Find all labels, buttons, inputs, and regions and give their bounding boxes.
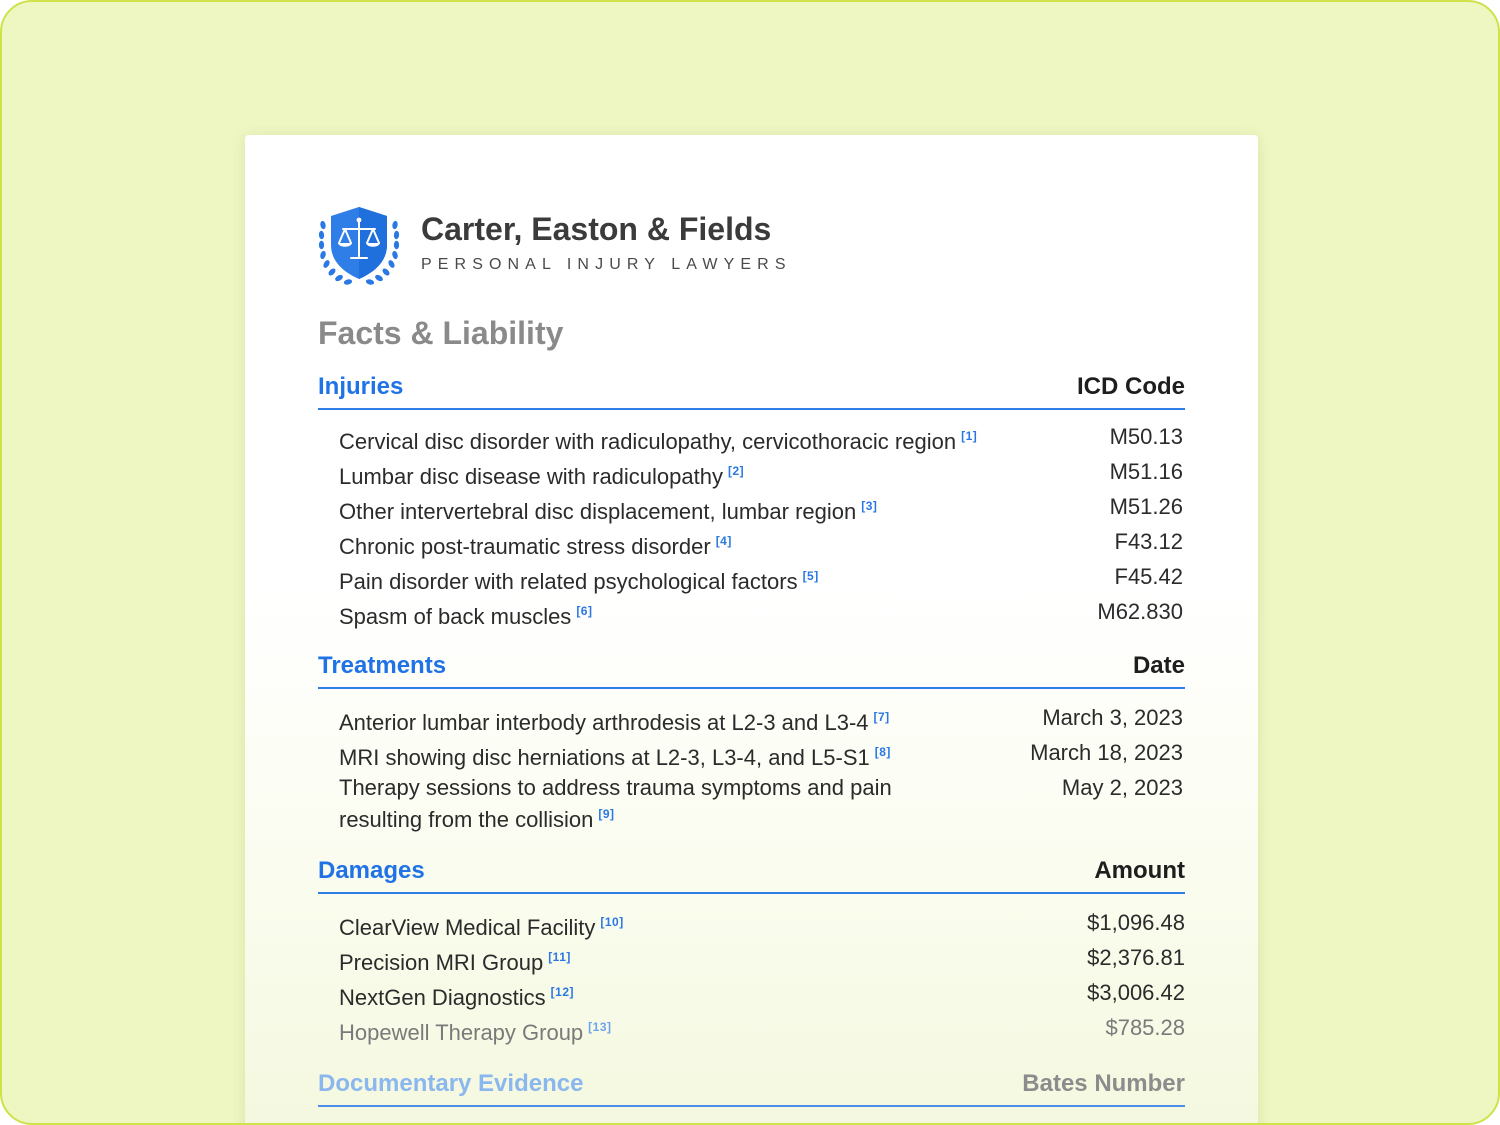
column-header-date: Date [1132, 652, 1185, 679]
citation-ref[interactable]: [13] [588, 1020, 612, 1034]
injury-row [318, 525, 1185, 560]
injury-row [318, 490, 1185, 525]
provider-name: Hopewell Therapy Group [339, 1020, 584, 1045]
column-header-icd-code: ICD Code [1077, 373, 1185, 400]
treatments-header [318, 647, 1185, 689]
treatment-row [318, 736, 1185, 771]
icd-code: M51.16 [1109, 459, 1183, 484]
citation-ref[interactable]: [1] [961, 429, 978, 443]
damage-amount: $785.28 [1105, 1015, 1185, 1040]
citation-ref[interactable]: [6] [576, 604, 593, 618]
treatment-date: March 3, 2023 [1042, 705, 1183, 730]
damage-amount: $2,376.81 [1087, 945, 1185, 970]
injuries-section [318, 368, 1185, 630]
damage-row [318, 906, 1185, 941]
injuries-list [318, 420, 1185, 630]
treatment-date: March 18, 2023 [1030, 740, 1183, 765]
injury-row [318, 420, 1185, 455]
citation-ref[interactable]: [2] [727, 464, 745, 478]
icd-code: F43.12 [1114, 529, 1183, 554]
provider-name: Precision MRI Group [339, 950, 544, 975]
injury-description: Cervical disc disorder with radiculopathy, cervicothoracic region [339, 429, 957, 454]
injury-description: Chronic post-traumatic stress disorder [339, 534, 711, 559]
section-title-documentary-evidence: Documentary Evidence [318, 1070, 584, 1097]
firm-tagline: PERSONAL INJURY LAWYERS [421, 256, 792, 273]
icd-code: F45.42 [1114, 564, 1183, 589]
treatments-section [318, 647, 1185, 833]
injury-row [318, 595, 1185, 630]
injury-description: Spasm of back muscles [339, 604, 572, 629]
damage-row [318, 941, 1185, 976]
injury-description: Pain disorder with related psychological factors [339, 569, 798, 594]
treatment-description: Therapy sessions to address trauma symptoms and pain resulting from the collision [339, 775, 892, 832]
injury-row [318, 455, 1185, 490]
injury-row [318, 560, 1185, 595]
damages-section [318, 852, 1185, 1046]
treatment-row [318, 701, 1185, 736]
evidence-header [318, 1065, 1185, 1107]
citation-ref[interactable]: [3] [861, 499, 878, 513]
damage-amount: $3,006.42 [1087, 980, 1185, 1005]
section-title-treatments: Treatments [318, 652, 447, 679]
citation-ref[interactable]: [4] [715, 534, 732, 548]
treatment-row [318, 771, 1185, 833]
treatment-description: MRI showing disc herniations at L2-3, L3-4, and L5-S1 [339, 745, 870, 770]
citation-ref[interactable]: [5] [802, 569, 819, 583]
damage-row [318, 1011, 1185, 1046]
column-header-bates-number: Bates Number [1022, 1070, 1185, 1097]
citation-ref[interactable]: [11] [548, 950, 571, 964]
injury-description: Other intervertebral disc displacement, lumbar region [339, 499, 857, 524]
citation-ref[interactable]: [8] [874, 745, 891, 759]
treatment-description: Anterior lumbar interbody arthrodesis at L2-3 and L3-4 [339, 710, 869, 735]
provider-name: NextGen Diagnostics [339, 985, 546, 1010]
citation-ref[interactable]: [12] [550, 985, 574, 999]
evidence-section [318, 1065, 1185, 1107]
injury-description: Lumbar disc disease with radiculopathy [339, 464, 723, 489]
damages-header [318, 852, 1185, 894]
document-page [245, 135, 1258, 1125]
treatments-list [318, 701, 1185, 833]
provider-name: ClearView Medical Facility [339, 915, 596, 940]
section-title-damages: Damages [318, 857, 425, 884]
letterhead [317, 205, 917, 287]
citation-ref[interactable]: [7] [873, 710, 890, 724]
citation-ref[interactable]: [9] [598, 807, 615, 821]
damage-amount: $1,096.48 [1087, 910, 1185, 935]
damages-list [318, 906, 1185, 1046]
damage-row [318, 976, 1185, 1011]
firm-name: Carter, Easton & Fields [421, 211, 772, 247]
icd-code: M50.13 [1109, 424, 1183, 449]
treatment-date: May 2, 2023 [1061, 775, 1183, 800]
shield-scales-laurel-icon [317, 205, 401, 287]
icd-code: M62.830 [1097, 599, 1183, 624]
citation-ref[interactable]: [10] [600, 915, 624, 929]
injuries-header [318, 368, 1185, 410]
document-title: Facts & Liability [318, 315, 564, 351]
column-header-amount: Amount [1094, 857, 1185, 884]
section-title-injuries: Injuries [318, 373, 404, 400]
icd-code: M51.26 [1109, 494, 1183, 519]
